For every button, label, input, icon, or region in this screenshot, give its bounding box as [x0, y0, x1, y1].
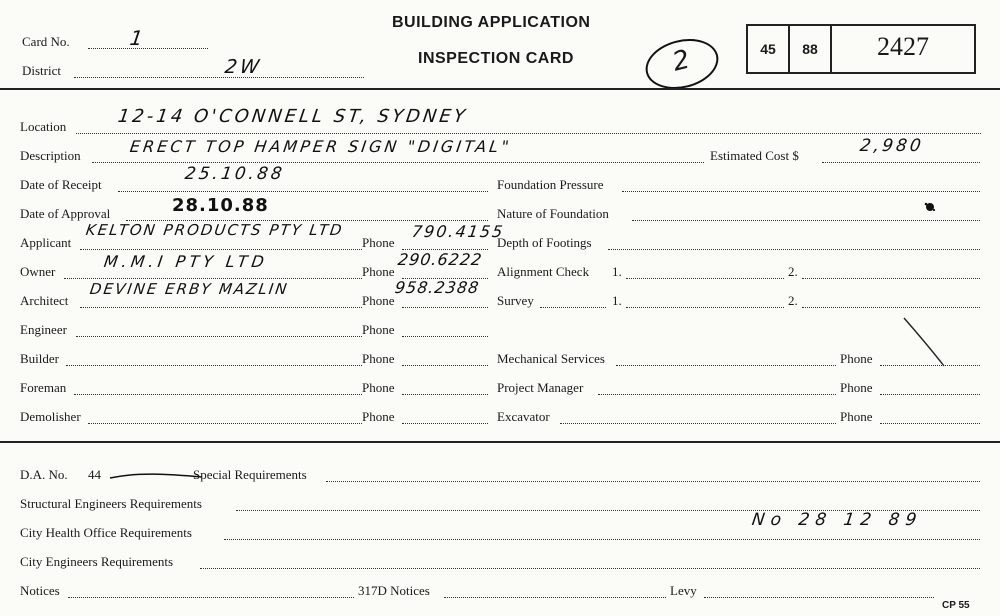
survey-1-label: 1.: [612, 293, 622, 308]
builder-phone-dotted-line: [402, 365, 488, 366]
owner-phone-value: 290.6222: [396, 250, 484, 269]
city-health-label: City Health Office Requirements: [20, 525, 192, 540]
alignment-check-2-label: 2.: [788, 264, 798, 279]
da-no-label: D.A. No.: [20, 467, 68, 482]
da-no-pen-stroke: [108, 470, 204, 482]
divider-bottom: [0, 441, 1000, 443]
alignment-check-2-dotted-line: [802, 278, 980, 279]
project-manager-phone-label: Phone: [840, 380, 873, 395]
foreman-phone-dotted-line: [402, 394, 488, 395]
estimated-cost-value: 2,980: [858, 136, 926, 156]
survey-1-dotted-line: [626, 307, 784, 308]
notices-317d-dotted-line: [444, 597, 666, 598]
applicant-dotted-line: [80, 249, 362, 250]
excavator-phone-label: Phone: [840, 409, 873, 424]
date-of-receipt-value: 25.10.88: [183, 164, 287, 184]
location-label: Location: [20, 119, 67, 134]
estimated-cost-dotted-line: [822, 162, 980, 163]
card-no-label: Card No.: [22, 34, 70, 49]
architect-phone-dotted-line: [402, 307, 488, 308]
engineer-phone-dotted-line: [402, 336, 488, 337]
mechanical-services-phone-label: Phone: [840, 351, 873, 366]
applicant-label: Applicant: [20, 235, 72, 250]
nature-of-foundation-dotted-line: [632, 220, 980, 221]
location-dotted-line: [76, 133, 981, 134]
notices-dotted-line: [68, 597, 354, 598]
date-of-receipt-label: Date of Receipt: [20, 177, 102, 192]
architect-phone-label: Phone: [362, 293, 395, 308]
foreman-phone-label: Phone: [362, 380, 395, 395]
levy-label: Levy: [670, 583, 697, 598]
date-of-receipt-dotted-line: [118, 191, 488, 192]
location-value: 12-14 O'CONNELL ST, SYDNEY: [116, 106, 470, 127]
survey-2-label: 2.: [788, 293, 798, 308]
alignment-check-1-dotted-line: [626, 278, 784, 279]
date-of-approval-label: Date of Approval: [20, 206, 111, 221]
engineer-dotted-line: [76, 336, 362, 337]
district-value: 2W: [223, 56, 264, 78]
box-88: 88: [788, 24, 832, 74]
date-of-approval-value: 28.10.88: [172, 195, 269, 216]
title-building-application: BUILDING APPLICATION: [392, 14, 591, 31]
city-health-note: No 28 12 89: [750, 510, 924, 530]
da-no-value: 44: [88, 467, 101, 482]
foreman-dotted-line: [74, 394, 362, 395]
owner-dotted-line: [64, 278, 362, 279]
special-requirements-dotted-line: [326, 481, 980, 482]
title-inspection-card: INSPECTION CARD: [418, 50, 574, 67]
builder-dotted-line: [66, 365, 362, 366]
estimated-cost-label: Estimated Cost $: [710, 148, 799, 163]
special-requirements-label: Special Requirements: [193, 467, 307, 482]
levy-dotted-line: [704, 597, 934, 598]
owner-value: M.M.I PTY LTD: [102, 252, 270, 271]
city-engineers-label: City Engineers Requirements: [20, 554, 174, 569]
box-45: 45: [746, 24, 790, 74]
foundation-pressure-label: Foundation Pressure: [497, 177, 604, 192]
architect-dotted-line: [80, 307, 362, 308]
demolisher-label: Demolisher: [20, 409, 81, 424]
architect-label: Architect: [20, 293, 69, 308]
notices-317d-label: 317D Notices: [358, 583, 430, 598]
alignment-check-label: Alignment Check: [497, 264, 590, 279]
mechanical-services-dotted-line: [616, 365, 836, 366]
applicant-phone-value: 790.4155: [410, 222, 506, 241]
circled-number-value: 2: [669, 44, 693, 78]
demolisher-dotted-line: [88, 423, 362, 424]
serial-number: 2427: [877, 32, 929, 61]
excavator-dotted-line: [560, 423, 836, 424]
builder-label: Builder: [20, 351, 59, 366]
project-manager-dotted-line: [598, 394, 836, 395]
foundation-pressure-dotted-line: [622, 191, 980, 192]
excavator-phone-dotted-line: [880, 423, 980, 424]
architect-value: DEVINE ERBY MAZLIN: [88, 280, 290, 298]
city-engineers-dotted-line: [200, 568, 980, 569]
foreman-label: Foreman: [20, 380, 67, 395]
mechanical-services-label: Mechanical Services: [497, 351, 605, 366]
demolisher-phone-label: Phone: [362, 409, 395, 424]
builder-phone-label: Phone: [362, 351, 395, 366]
excavator-label: Excavator: [497, 409, 550, 424]
form-code: CP 55: [942, 600, 970, 611]
applicant-phone-label: Phone: [362, 235, 395, 250]
engineer-label: Engineer: [20, 322, 67, 337]
applicant-value: KELTON PRODUCTS PTY LTD: [84, 221, 345, 239]
depth-of-footings-dotted-line: [608, 249, 980, 250]
district-dotted-line: [74, 77, 364, 78]
ink-blot-mark: [920, 198, 940, 216]
architect-phone-value: 958.2388: [393, 278, 481, 297]
card-no-dotted-line: [88, 48, 208, 49]
demolisher-phone-dotted-line: [402, 423, 488, 424]
description-value: ERECT TOP HAMPER SIGN "DIGITAL": [128, 137, 513, 156]
nature-of-foundation-label: Nature of Foundation: [497, 206, 609, 221]
divider-top: [0, 88, 1000, 90]
survey-label: Survey: [497, 293, 534, 308]
notices-label: Notices: [20, 583, 60, 598]
alignment-check-1-label: 1.: [612, 264, 622, 279]
survey-2-dotted-line: [802, 307, 980, 308]
depth-of-footings-label: Depth of Footings: [497, 235, 592, 250]
pen-stroke-mark: [900, 312, 950, 372]
owner-label: Owner: [20, 264, 56, 279]
card-no-value: 1: [128, 26, 148, 50]
survey-dotted-line: [540, 307, 606, 308]
description-label: Description: [20, 148, 81, 163]
structural-engineers-label: Structural Engineers Requirements: [20, 496, 202, 511]
project-manager-label: Project Manager: [497, 380, 584, 395]
engineer-phone-label: Phone: [362, 322, 395, 337]
description-dotted-line: [92, 162, 704, 163]
owner-phone-label: Phone: [362, 264, 395, 279]
district-label: District: [22, 63, 61, 78]
city-health-dotted-line: [224, 539, 980, 540]
project-manager-phone-dotted-line: [880, 394, 980, 395]
circled-number: [640, 32, 723, 96]
